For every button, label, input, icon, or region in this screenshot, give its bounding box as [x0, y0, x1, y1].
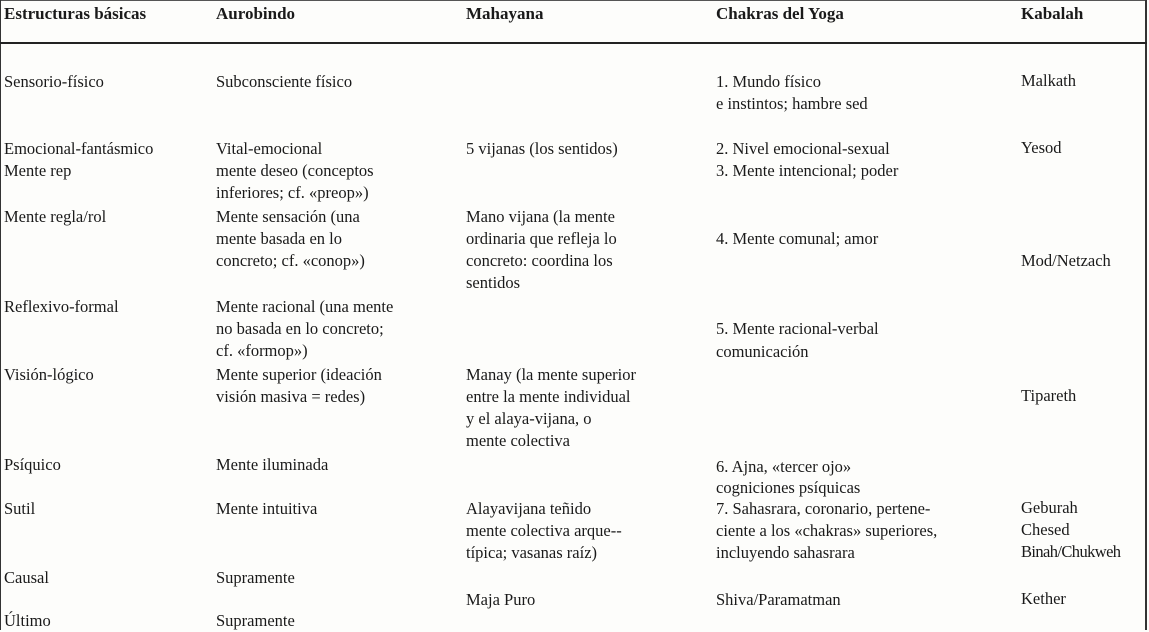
col4-comunicacion: comunicación [716, 342, 809, 361]
col2-intuitiva: Mente intuitiva [216, 499, 318, 518]
col3-mano-line3: concreto: coordina los [466, 251, 613, 270]
col1-mente-regla: Mente regla/rol [4, 207, 107, 226]
col5-malkath: Malkath [1021, 71, 1076, 90]
col4-sahasrara-line2: ciente a los «chakras» superiores, [716, 521, 938, 540]
col3-manay-line4: mente colectiva [466, 431, 570, 450]
col5-geburah: Geburah [1021, 498, 1078, 517]
col2-sensacion-line3: concreto; cf. «conop») [216, 251, 365, 270]
header-mahayana: Mahayana [466, 4, 544, 23]
col1-causal: Causal [4, 568, 49, 587]
col3-alaya-line2: mente colectiva arque-- [466, 521, 622, 540]
col1-sensorio: Sensorio-físico [4, 72, 104, 91]
col2-supramente-ultimo: Supramente [216, 611, 295, 630]
col2-vital-line3: inferiores; cf. «preop») [216, 183, 369, 202]
col1-emocional: Emocional-fantásmico [4, 139, 154, 158]
col5-chesed: Chesed [1021, 520, 1070, 539]
col3-vijanas: 5 vijanas (los sentidos) [466, 139, 618, 158]
col4-ajna-line2: cogniciones psíquicas [716, 478, 861, 497]
col3-alaya-line3: típica; vasanas raíz) [466, 543, 598, 562]
col3-mano-line1: Mano vijana (la mente [466, 207, 615, 226]
col5-kether: Kether [1021, 589, 1066, 608]
col1-vision: Visión-lógico [4, 365, 94, 384]
col4-ajna-line1: 6. Ajna, «tercer ojo» [716, 457, 852, 476]
col4-mundo-fisico-line1: 1. Mundo físico [716, 72, 821, 91]
col3-mano-line4: sentidos [466, 273, 521, 292]
col2-racional-line1: Mente racional (una mente [216, 297, 394, 316]
col1-mente-rep: Mente rep [4, 161, 72, 180]
header-estructuras: Estructuras básicas [4, 4, 147, 23]
header-aurobindo: Aurobindo [216, 4, 296, 23]
table-right-border [1145, 0, 1147, 630]
header-kabalah: Kabalah [1021, 4, 1084, 23]
col2-superior-line1: Mente superior (ideación [216, 365, 382, 384]
col4-sahasrara-line1: 7. Sahasrara, coronario, pertene- [716, 499, 931, 518]
col4-shiva: Shiva/Paramatman [716, 590, 841, 609]
col2-superior-line2: visión masiva = redes) [216, 387, 366, 406]
col1-sutil: Sutil [4, 499, 36, 518]
col2-sensacion-line2: mente basada en lo [216, 229, 342, 248]
col2-supramente-causal: Supramente [216, 568, 295, 587]
col3-manay-line3: y el alaya-vijana, o [466, 409, 592, 428]
col5-binah-chukweh: Binah/Chukweh [1021, 542, 1121, 561]
col4-sahasrara-line3: incluyendo sahasrara [716, 543, 855, 562]
col2-sensacion-line1: Mente sensación (una [216, 207, 360, 226]
col5-tipareth: Tipareth [1021, 386, 1077, 405]
table-left-border [0, 0, 1, 630]
table-top-border [0, 0, 1147, 1]
col2-racional-line3: cf. «formop») [216, 341, 308, 360]
col4-mundo-fisico-line2: e instintos; hambre sed [716, 94, 868, 113]
col4-mente-intencional: 3. Mente intencional; poder [716, 161, 899, 180]
col4-nivel-emocional: 2. Nivel emocional-sexual [716, 139, 890, 158]
col1-psiquico: Psíquico [4, 455, 61, 474]
col2-vital-line2: mente deseo (conceptos [216, 161, 374, 180]
col2-racional-line2: no basada en lo concreto; [216, 319, 384, 338]
col2-iluminada: Mente iluminada [216, 455, 329, 474]
col3-mano-line2: ordinaria que refleja lo [466, 229, 617, 248]
col5-mod-netzach: Mod/Netzach [1021, 251, 1111, 270]
col1-ultimo: Último [4, 611, 51, 630]
header-rule [0, 42, 1147, 44]
col3-manay-line2: entre la mente individual [466, 387, 631, 406]
header-chakras: Chakras del Yoga [716, 4, 844, 23]
col4-mente-comunal: 4. Mente comunal; amor [716, 229, 879, 248]
col1-reflexivo: Reflexivo-formal [4, 297, 119, 316]
col5-yesod: Yesod [1021, 138, 1062, 157]
col3-manay-line1: Manay (la mente superior [466, 365, 636, 384]
col2-vital-line1: Vital-emocional [216, 139, 323, 158]
col3-maja-puro: Maja Puro [466, 590, 536, 609]
col2-subconsciente: Subconsciente físico [216, 72, 353, 91]
col3-alaya-line1: Alayavijana teñido [466, 499, 592, 518]
col4-racional-verbal: 5. Mente racional-verbal [716, 319, 879, 338]
